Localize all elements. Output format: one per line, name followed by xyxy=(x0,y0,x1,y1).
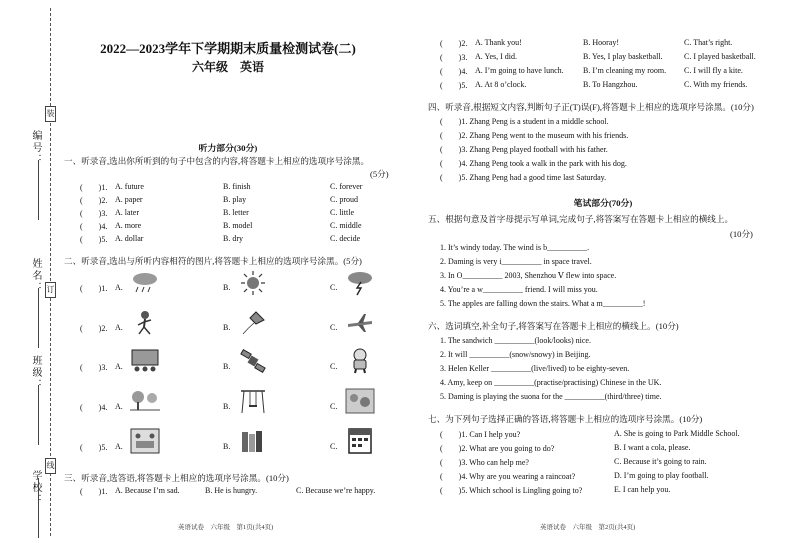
option-c: C. That’s right. xyxy=(684,38,733,47)
option-c: C. middle xyxy=(330,221,362,230)
books-icon xyxy=(238,428,268,454)
question: ( )2. What are you going to do? xyxy=(440,444,555,453)
option-a: A. I’m going to have lunch. xyxy=(475,66,564,75)
option-a: A. dollar xyxy=(115,234,144,243)
option-c: C. xyxy=(330,402,338,411)
option-b: B. dry xyxy=(223,234,243,243)
option-b: B. xyxy=(223,323,231,332)
q2-instruction: 二、听录音,选出与所听内容相符的图片,将答题卡上相应的选项序号涂黑。(5分) xyxy=(64,256,362,266)
option-c: C. xyxy=(330,323,338,332)
option-a: A. more xyxy=(115,221,142,230)
q5-item-1: 1. It’s windy today. The wind is b__________. xyxy=(440,243,590,252)
item-number: ( )3. xyxy=(80,363,108,372)
option-b: B. finish xyxy=(223,182,251,191)
option-b: B. play xyxy=(223,195,247,204)
option-a: A. future xyxy=(115,182,144,191)
name-label: 姓名： xyxy=(30,258,41,294)
q5-item-4: 4. You’re a w__________ friend. I will miss you. xyxy=(440,285,598,294)
q5-score: (10分) xyxy=(730,229,753,239)
option-b: B. xyxy=(223,402,231,411)
binding-cut-line xyxy=(50,8,51,536)
option-b: B. Yes, I play basketball. xyxy=(583,52,663,61)
answer-option: E. I can help you. xyxy=(614,485,671,494)
q6-item-5: 5. Daming is playing the suona for the __________(third/three) time. xyxy=(440,392,662,401)
q5-item-5: 5. The apples are falling down the stairs. What a m__________! xyxy=(440,299,646,308)
item-number: ( )4. xyxy=(80,222,108,231)
item-number: ( )1. xyxy=(80,284,108,293)
q4-item-4: ( )4. Zhang Peng took a walk in the park with his dog. xyxy=(440,159,627,168)
answer-option: A. She is going to Park Middle School. xyxy=(614,429,740,438)
satellite-icon xyxy=(238,348,268,374)
calendar-icon xyxy=(345,428,375,454)
item-number: ( )1. xyxy=(80,183,108,192)
option-a: A. xyxy=(115,362,123,371)
option-a: A. xyxy=(115,402,123,411)
item-number: ( )5. xyxy=(80,235,108,244)
item-number: ( )2. xyxy=(80,324,108,333)
item-number: ( )4. xyxy=(80,403,108,412)
q5-item-2: 2. Daming is very i__________ in space travel. xyxy=(440,257,592,266)
binding-box-3: 线 xyxy=(45,458,56,474)
option-b: B. xyxy=(223,362,231,371)
option-c: C. little xyxy=(330,208,354,217)
option-c: C. Because we’re happy. xyxy=(296,486,376,495)
question: ( )4. Why are you wearing a raincoat? xyxy=(440,472,576,481)
kite-icon xyxy=(238,310,268,336)
number-blank xyxy=(38,160,39,220)
option-c: C. xyxy=(330,283,338,292)
q6-item-1: 1. The sandwich __________(look/looks) nice. xyxy=(440,336,591,345)
option-a: A. xyxy=(115,323,123,332)
park-icon xyxy=(130,388,160,414)
question: ( )1. Can I help you? xyxy=(440,430,521,439)
answer-option: D. I’m going to play football. xyxy=(614,471,709,480)
option-c: C. I played basketball. xyxy=(684,52,756,61)
q4-instruction: 四、听录音,根据短文内容,判断句子正(T)误(F),将答题卡上相应的选项序号涂黑。(10分) xyxy=(428,102,754,112)
airplane-icon xyxy=(345,310,375,336)
q6-instruction: 六、选词填空,补全句子,将答案写在答题卡上相应的横线上。(10分) xyxy=(428,321,679,331)
option-a: A. later xyxy=(115,208,139,217)
number-label: 编号： xyxy=(30,130,41,166)
swing-icon xyxy=(238,388,268,414)
option-b: B. xyxy=(223,283,231,292)
school-blank xyxy=(38,478,39,538)
answer-option: C. Because it’s going to rain. xyxy=(614,457,707,466)
kids-reading-icon xyxy=(130,428,160,454)
item-number: ( )4. xyxy=(440,67,468,76)
garden-icon xyxy=(345,388,375,414)
school-label: 学校： xyxy=(30,470,41,506)
option-a: A. Yes, I did. xyxy=(475,52,518,61)
option-a: A. Because I’m sad. xyxy=(115,486,180,495)
q4-item-5: ( )5. Zhang Peng had a good time last Saturday. xyxy=(440,173,607,182)
q1-instruction: 一、听录音,选出你所听到的句子中包含的内容,将答题卡上相应的选项序号涂黑。 xyxy=(64,156,370,166)
option-a: A. xyxy=(115,283,123,292)
binding-margin xyxy=(0,0,62,543)
option-c: C. decide xyxy=(330,234,361,243)
classroom-icon xyxy=(130,348,160,374)
option-b: B. He is hungry. xyxy=(205,486,258,495)
item-number: ( )1. xyxy=(80,487,108,496)
item-number: ( )3. xyxy=(80,209,108,218)
option-b: B. letter xyxy=(223,208,249,217)
option-a: A. xyxy=(115,442,123,451)
option-b: B. To Hangzhou. xyxy=(583,80,638,89)
written-part-title: 笔试部分(70分) xyxy=(573,198,633,208)
q6-item-2: 2. It will __________(snow/snowy) in Beijing. xyxy=(440,350,591,359)
q4-item-1: ( )1. Zhang Peng is a student in a middle school. xyxy=(440,117,609,126)
item-number: ( )5. xyxy=(80,443,108,452)
binding-box-2: 订 xyxy=(45,282,56,298)
name-blank xyxy=(38,288,39,348)
q7-instruction: 七、为下列句子选择正确的答语,将答题卡上相应的选项序号涂黑。(10分) xyxy=(428,414,703,424)
lightning-cloud-icon xyxy=(345,270,375,296)
answer-option: B. I want a cola, please. xyxy=(614,443,691,452)
option-b: B. model xyxy=(223,221,253,230)
q6-item-4: 4. Amy, keep on __________(practise/practising) Chinese in the UK. xyxy=(440,378,662,387)
q5-instruction: 五、根据句意及首字母提示写单词,完成句子,将答案写在答题卡上相应的横线上。 xyxy=(428,214,734,224)
girl-running-icon xyxy=(130,310,160,336)
q4-item-3: ( )3. Zhang Peng played football with his father. xyxy=(440,145,608,154)
option-b: B. I’m cleaning my room. xyxy=(583,66,667,75)
option-b: B. Hooray! xyxy=(583,38,619,47)
q3-instruction: 三、听录音,选答语,将答题卡上相应的选项序号涂黑。(10分) xyxy=(64,473,289,483)
astronaut-icon xyxy=(345,348,375,374)
right-page-footer: 英语试卷 六年级 第2页(共4页) xyxy=(540,524,636,531)
option-a: A. At 8 o’clock. xyxy=(475,80,527,89)
option-c: C. With my friends. xyxy=(684,80,748,89)
option-c: C. xyxy=(330,442,338,451)
class-blank xyxy=(38,385,39,445)
q1-score: (5分) xyxy=(370,169,389,179)
option-a: A. Thank you! xyxy=(475,38,522,47)
option-c: C. proud xyxy=(330,195,358,204)
binding-box-1: 装 xyxy=(45,106,56,122)
option-c: C. xyxy=(330,362,338,371)
option-a: A. paper xyxy=(115,195,143,204)
q5-item-3: 3. In O__________ 2003, Shenzhou Ⅴ flew into space. xyxy=(440,271,617,280)
listening-part-title: 听力部分(30分) xyxy=(198,143,258,153)
left-page-footer: 英语试卷 六年级 第1页(共4页) xyxy=(178,524,274,531)
item-number: ( )2. xyxy=(440,39,468,48)
option-c: C. forever xyxy=(330,182,363,191)
item-number: ( )5. xyxy=(440,81,468,90)
q6-item-3: 3. Helen Keller __________(live/lived) to be eighty-seven. xyxy=(440,364,630,373)
exam-title: 2022—2023学年下学期期末质量检测试卷(二) xyxy=(100,41,356,56)
sun-icon xyxy=(238,270,268,296)
question: ( )3. Who can help me? xyxy=(440,458,529,467)
rain-cloud-icon xyxy=(130,270,160,296)
item-number: ( )3. xyxy=(440,53,468,62)
exam-subtitle: 六年级 英语 xyxy=(191,60,264,74)
option-b: B. xyxy=(223,442,231,451)
option-c: C. I will fly a kite. xyxy=(684,66,743,75)
question: ( )5. Which school is Lingling going to? xyxy=(440,486,583,495)
class-label: 班级： xyxy=(30,355,41,391)
q4-item-2: ( )2. Zhang Peng went to the museum with his friends. xyxy=(440,131,629,140)
item-number: ( )2. xyxy=(80,196,108,205)
